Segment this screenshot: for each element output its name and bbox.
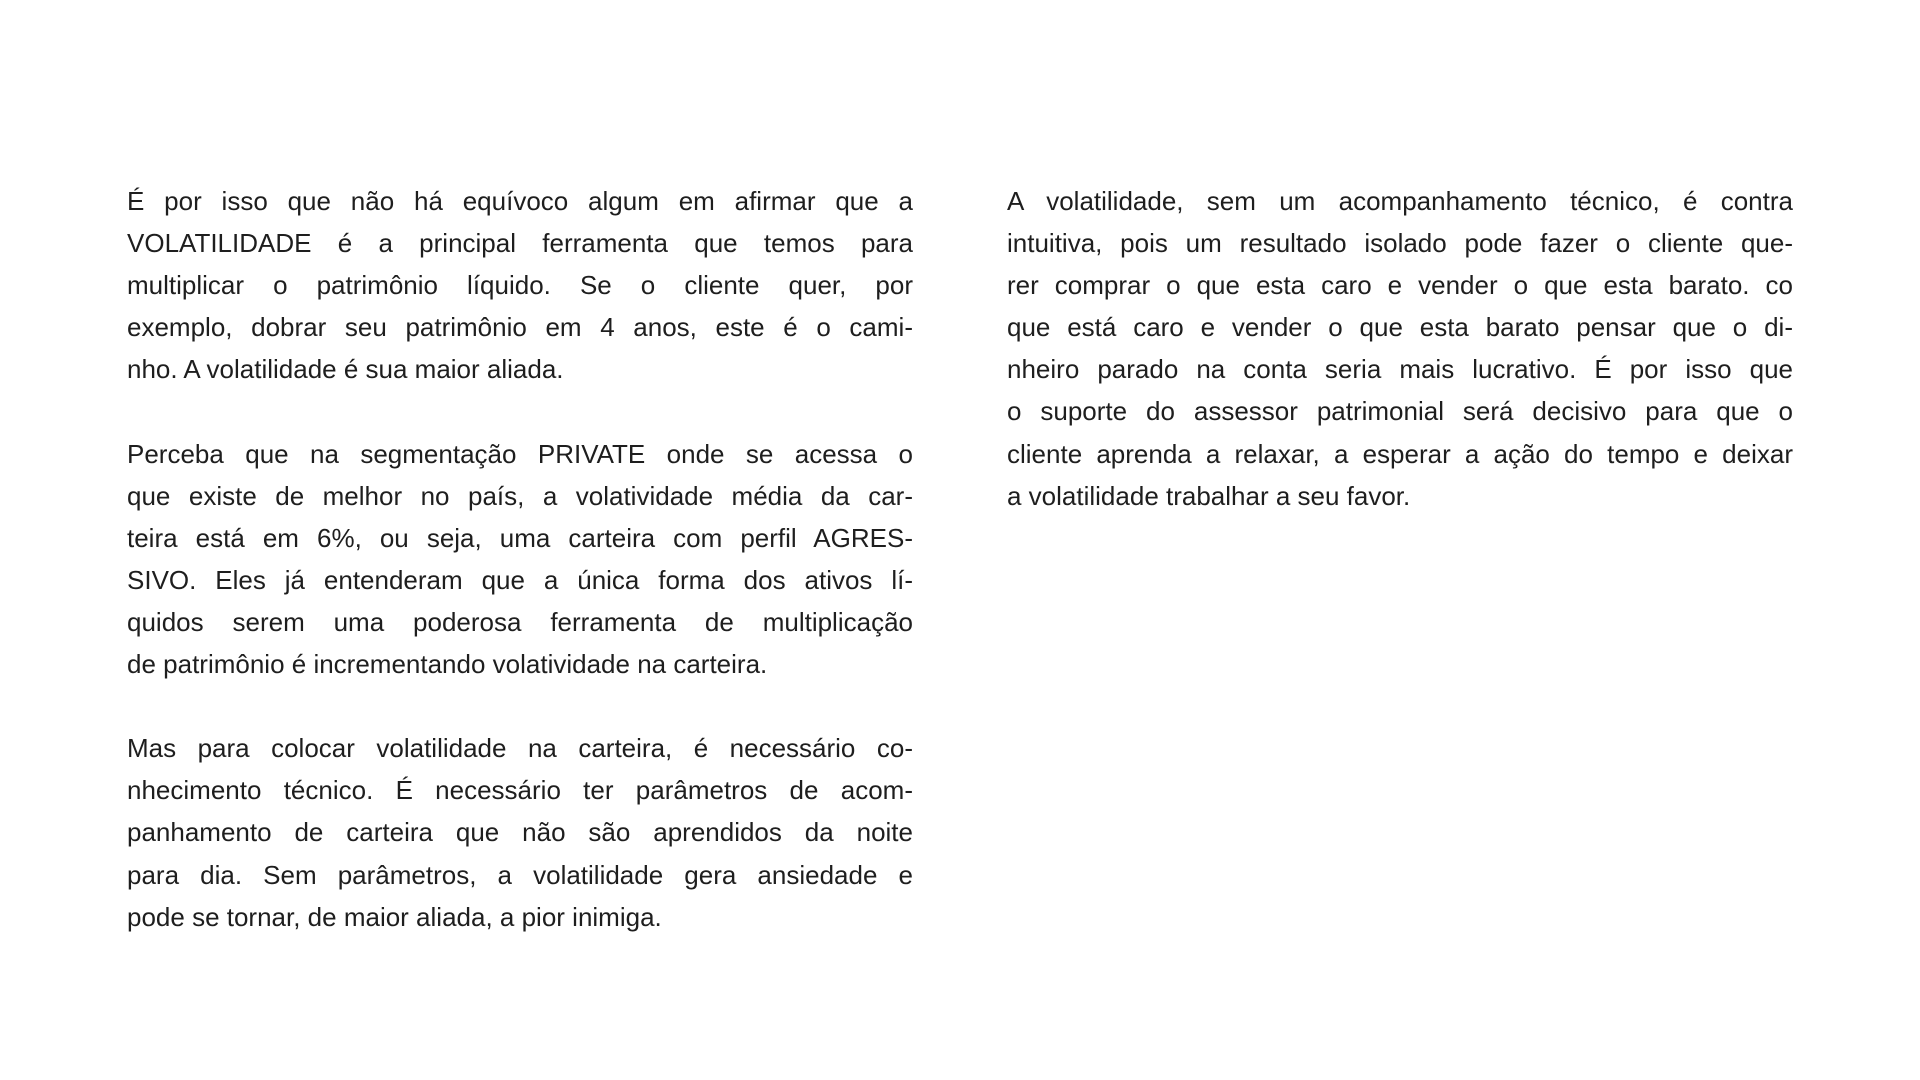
text-line: panhamento de carteira que não são aprendidos da noite [127, 817, 913, 848]
text-line: quidos serem uma poderosa ferramenta de multiplicação [127, 606, 913, 637]
text-line: de patrimônio é incrementando volatividade na carteira. [127, 649, 768, 680]
text-line: A volatilidade, sem um acompanhamento técnico, é contra [1007, 186, 1793, 216]
text-line: pode se tornar, de maior aliada, a pior inimiga. [127, 901, 662, 932]
left-text-column [127, 180, 913, 980]
paragraph [127, 433, 913, 686]
text-line: multiplicar o patrimônio líquido. Se o cliente quer, por [127, 270, 913, 301]
paragraph [127, 180, 913, 390]
text-line: que existe de melhor no país, a volatividade média da car- [127, 480, 913, 511]
text-line: exemplo, dobrar seu patrimônio em 4 anos, este é o cami- [127, 312, 913, 343]
text-line: Perceba que na segmentação PRIVATE onde se acessa o [127, 438, 913, 469]
right-text-column [1007, 180, 1793, 559]
text-line: É por isso que não há equívoco algum em afirmar que a [127, 186, 913, 216]
text-line: que está caro e vender o que esta barato pensar que o di- [1007, 312, 1793, 343]
text-line: a volatilidade trabalhar a seu favor. [1007, 480, 1411, 511]
text-line: cliente aprenda a relaxar, a esperar a ação do tempo e deixar [1007, 438, 1793, 469]
text-line: nheiro parado na conta seria mais lucrativo. É por isso que [1007, 354, 1793, 385]
text-line: o suporte do assessor patrimonial será decisivo para que o [1007, 396, 1793, 427]
text-line: intuitiva, pois um resultado isolado pode fazer o cliente que- [1007, 228, 1793, 259]
text-line: SIVO. Eles já entenderam que a única forma dos ativos lí- [127, 564, 913, 595]
text-line: nhecimento técnico. É necessário ter parâmetros de acom- [127, 775, 913, 806]
text-line: para dia. Sem parâmetros, a volatilidade gera ansiedade e [127, 859, 913, 890]
text-line: nho. A volatilidade é sua maior aliada. [127, 354, 564, 385]
text-line: rer comprar o que esta caro e vender o que esta barato. co [1007, 270, 1793, 301]
text-line: VOLATILIDADE é a principal ferramenta que temos para [127, 228, 913, 259]
text-line: teira está em 6%, ou seja, uma carteira com perfil AGRES- [127, 522, 913, 553]
text-line: Mas para colocar volatilidade na carteira, é necessário co- [127, 733, 913, 764]
paragraph [1007, 180, 1793, 517]
paragraph [127, 727, 913, 937]
